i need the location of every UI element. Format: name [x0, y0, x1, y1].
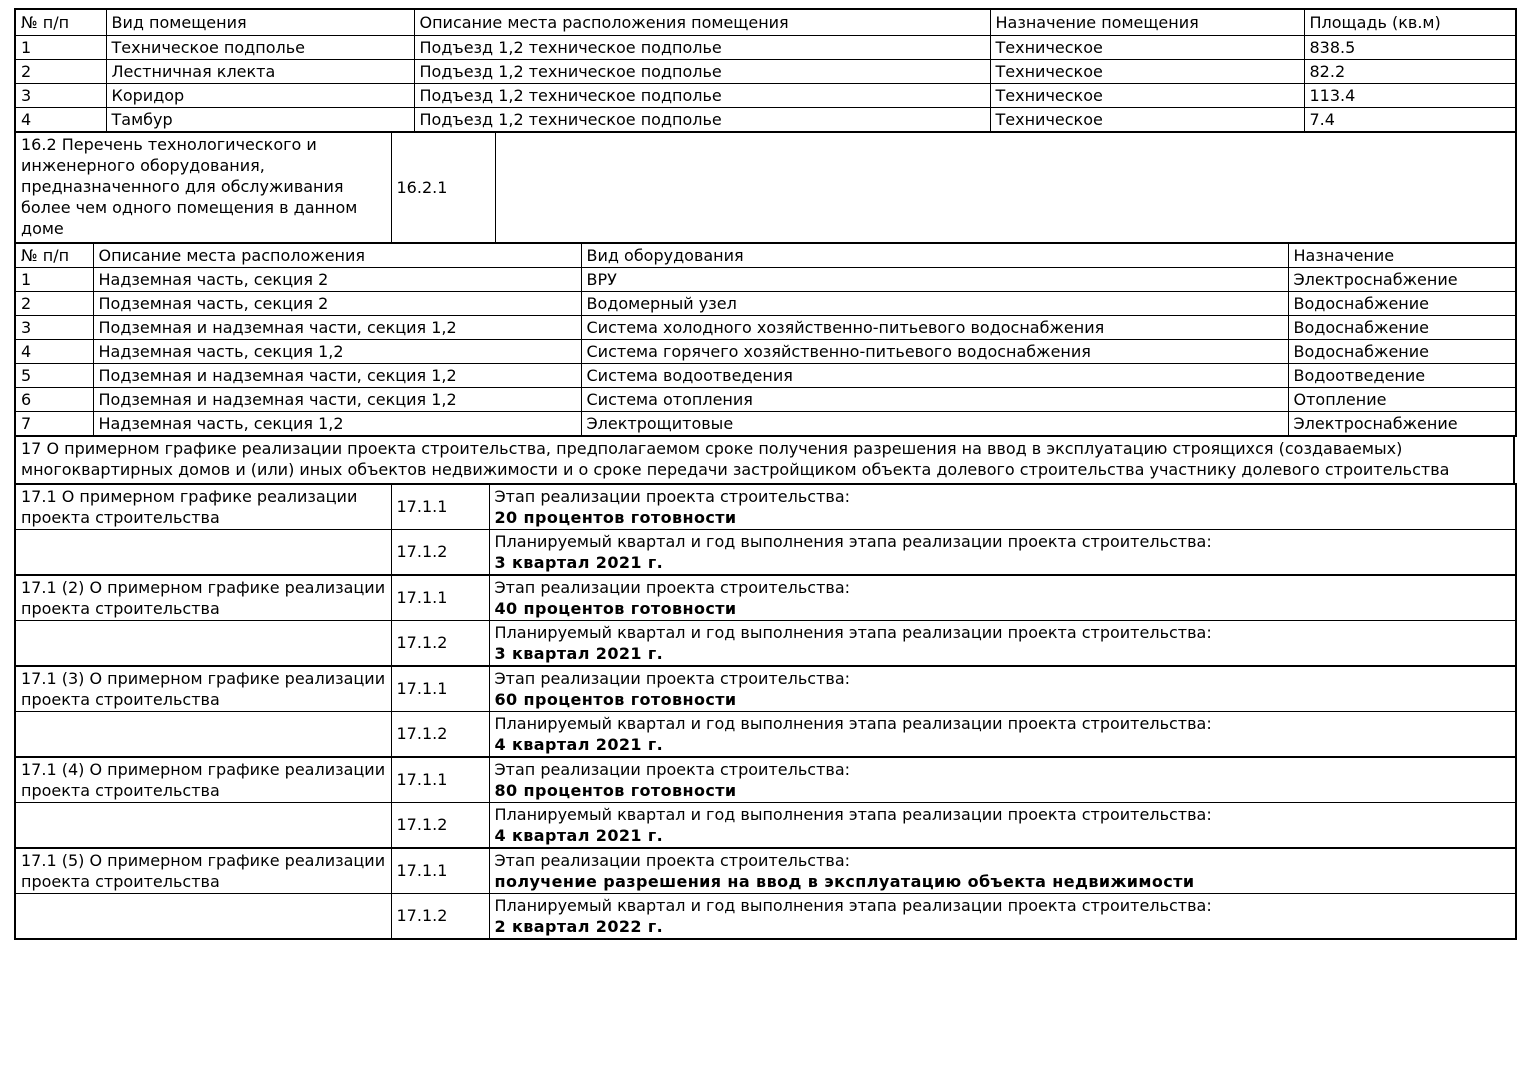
schedule-value: 4 квартал 2021 г. [494, 734, 664, 754]
premises-row [15, 107, 1516, 132]
premises-row [15, 35, 1516, 59]
schedule-block-label: 17.1 О примерном графике реализации проекта строительства [15, 484, 391, 530]
equipment-cell-num: 7 [15, 411, 93, 436]
schedule-block-label-empty [15, 711, 391, 757]
premises-cell-area: 7.4 [1304, 107, 1516, 132]
premises-cell-num: 3 [15, 83, 106, 107]
premises-cell-location: Подъезд 1,2 техническое подполье [414, 59, 990, 83]
equipment-cell-type: Система водоотведения [581, 363, 1288, 387]
schedule-row [15, 529, 1516, 575]
schedule-code-cell: 17.1.2 [391, 711, 489, 757]
premises-cell-num: 4 [15, 107, 106, 132]
equipment-cell-num: 3 [15, 315, 93, 339]
schedule-code-cell: 17.1.1 [391, 666, 489, 712]
premises-header-row [15, 9, 1516, 35]
schedule-caption: Этап реализации проекта строительства: [494, 668, 851, 688]
schedule-code-cell: 17.1.2 [391, 802, 489, 848]
schedule-block-17-1-5 [14, 847, 1517, 940]
section-16-2-row [15, 132, 1516, 243]
schedule-code-cell: 17.1.2 [391, 529, 489, 575]
equipment-cell-num: 2 [15, 291, 93, 315]
premises-cell-purpose: Техническое [990, 83, 1304, 107]
premises-cell-type: Коридор [106, 83, 414, 107]
schedule-caption: Планируемый квартал и год выполнения этапа реализации проекта строительства: [494, 895, 1212, 915]
premises-cell-num: 1 [15, 35, 106, 59]
schedule-caption: Этап реализации проекта строительства: [494, 850, 851, 870]
section-16-2-code: 16.2.1 [391, 132, 495, 243]
equipment-cell-purpose: Отопление [1288, 387, 1516, 411]
premises-cell-purpose: Техническое [990, 35, 1304, 59]
equipment-header-purpose: Назначение [1288, 243, 1516, 268]
schedule-block-label-empty [15, 893, 391, 939]
schedule-value: 3 квартал 2021 г. [494, 643, 664, 663]
schedule-code-cell: 17.1.1 [391, 848, 489, 894]
schedule-code-cell: 17.1.1 [391, 757, 489, 803]
schedule-value: получение разрешения на ввод в эксплуатацию объекта недвижимости [494, 871, 1195, 891]
schedule-caption: Этап реализации проекта строительства: [494, 577, 851, 597]
equipment-cell-location: Надземная часть, секция 2 [93, 267, 581, 291]
schedule-content-cell [489, 757, 1516, 803]
schedule-block-17-1 [14, 483, 1517, 576]
equipment-cell-location: Подземная и надземная части, секция 1,2 [93, 315, 581, 339]
equipment-cell-purpose: Водоотведение [1288, 363, 1516, 387]
schedule-row [15, 802, 1516, 848]
schedule-block-label-empty [15, 802, 391, 848]
equipment-cell-location: Подземная и надземная части, секция 1,2 [93, 363, 581, 387]
premises-row [15, 59, 1516, 83]
premises-cell-num: 2 [15, 59, 106, 83]
schedule-block-label: 17.1 (5) О примерном графике реализации проекта строительства [15, 848, 391, 894]
section-17-heading: 17 О примерном графике реализации проекта строительства, предполагаемом сроке получения разрешения на ввод в эксплуатацию строящихся (создаваемых) многоквартирных домов и (или) иных объектов недвижимости и о сроке передачи застройщиком объекта долевого строительства участнику долевого строительства [15, 436, 1514, 484]
equipment-cell-location: Подземная часть, секция 2 [93, 291, 581, 315]
schedule-row [15, 620, 1516, 666]
section-16-2-label: 16.2 Перечень технологического и инженерного оборудования, предназначенного для обслуживания более чем одного помещения в данном доме [15, 132, 391, 243]
schedule-code-cell: 17.1.1 [391, 575, 489, 621]
premises-cell-purpose: Техническое [990, 59, 1304, 83]
schedule-block-label-empty [15, 529, 391, 575]
equipment-cell-purpose: Водоснабжение [1288, 291, 1516, 315]
equipment-cell-location: Надземная часть, секция 1,2 [93, 339, 581, 363]
schedule-row [15, 711, 1516, 757]
premises-row [15, 83, 1516, 107]
schedule-content-cell [489, 848, 1516, 894]
schedule-block-17-1-3 [14, 665, 1517, 758]
schedule-code-cell: 17.1.2 [391, 893, 489, 939]
schedule-content-cell [489, 711, 1516, 757]
schedule-content-cell [489, 893, 1516, 939]
equipment-row [15, 291, 1516, 315]
equipment-row [15, 411, 1516, 436]
equipment-cell-type: ВРУ [581, 267, 1288, 291]
equipment-cell-num: 6 [15, 387, 93, 411]
schedule-code-cell: 17.1.1 [391, 484, 489, 530]
premises-cell-location: Подъезд 1,2 техническое подполье [414, 83, 990, 107]
equipment-header-row [15, 243, 1516, 268]
premises-header-type: Вид помещения [106, 9, 414, 35]
schedule-block-label: 17.1 (3) О примерном графике реализации проекта строительства [15, 666, 391, 712]
schedule-caption: Планируемый квартал и год выполнения этапа реализации проекта строительства: [494, 622, 1212, 642]
schedule-value: 60 процентов готовности [494, 689, 737, 709]
equipment-cell-location: Подземная и надземная части, секция 1,2 [93, 387, 581, 411]
schedule-caption: Планируемый квартал и год выполнения этапа реализации проекта строительства: [494, 531, 1212, 551]
schedule-content-cell [489, 484, 1516, 530]
section-17 [14, 435, 1515, 485]
equipment-cell-purpose: Водоснабжение [1288, 339, 1516, 363]
equipment-cell-type: Электрощитовые [581, 411, 1288, 436]
schedule-row [15, 848, 1516, 894]
schedule-code-cell: 17.1.2 [391, 620, 489, 666]
schedule-value: 4 квартал 2021 г. [494, 825, 664, 845]
premises-cell-purpose: Техническое [990, 107, 1304, 132]
premises-header-purpose: Назначение помещения [990, 9, 1304, 35]
schedule-block-label: 17.1 (4) О примерном графике реализации проекта строительства [15, 757, 391, 803]
premises-cell-area: 838.5 [1304, 35, 1516, 59]
premises-cell-location: Подъезд 1,2 техническое подполье [414, 107, 990, 132]
schedule-value: 20 процентов готовности [494, 507, 737, 527]
equipment-table [14, 242, 1517, 437]
equipment-row [15, 267, 1516, 291]
schedule-row [15, 575, 1516, 621]
premises-table [14, 8, 1517, 133]
equipment-header-location: Описание места расположения [93, 243, 581, 268]
premises-cell-type: Тамбур [106, 107, 414, 132]
equipment-cell-type: Система горячего хозяйственно-питьевого водоснабжения [581, 339, 1288, 363]
schedule-value: 40 процентов готовности [494, 598, 737, 618]
schedule-block-label: 17.1 (2) О примерном графике реализации проекта строительства [15, 575, 391, 621]
equipment-cell-num: 1 [15, 267, 93, 291]
schedule-caption: Этап реализации проекта строительства: [494, 486, 851, 506]
schedule-caption: Планируемый квартал и год выполнения этапа реализации проекта строительства: [494, 713, 1212, 733]
premises-cell-area: 113.4 [1304, 83, 1516, 107]
equipment-row [15, 315, 1516, 339]
schedule-value: 80 процентов готовности [494, 780, 737, 800]
equipment-header-type: Вид оборудования [581, 243, 1288, 268]
premises-header-num: № п/п [15, 9, 106, 35]
schedule-row [15, 484, 1516, 530]
project-declaration-document [14, 8, 1517, 940]
premises-cell-location: Подъезд 1,2 техническое подполье [414, 35, 990, 59]
equipment-cell-type: Система отопления [581, 387, 1288, 411]
schedule-content-cell [489, 620, 1516, 666]
schedule-content-cell [489, 666, 1516, 712]
schedule-caption: Планируемый квартал и год выполнения этапа реализации проекта строительства: [494, 804, 1212, 824]
premises-header-location: Описание места расположения помещения [414, 9, 990, 35]
equipment-header-num: № п/п [15, 243, 93, 268]
schedule-block-17-1-4 [14, 756, 1517, 849]
section-17-row [15, 436, 1514, 484]
section-16-2-value [495, 132, 1516, 243]
equipment-cell-location: Надземная часть, секция 1,2 [93, 411, 581, 436]
equipment-row [15, 387, 1516, 411]
premises-cell-area: 82.2 [1304, 59, 1516, 83]
equipment-cell-num: 5 [15, 363, 93, 387]
equipment-cell-purpose: Электроснабжение [1288, 411, 1516, 436]
equipment-row [15, 339, 1516, 363]
equipment-cell-purpose: Водоснабжение [1288, 315, 1516, 339]
equipment-cell-purpose: Электроснабжение [1288, 267, 1516, 291]
schedule-block-label-empty [15, 620, 391, 666]
schedule-value: 2 квартал 2022 г. [494, 916, 664, 936]
equipment-cell-type: Водомерный узел [581, 291, 1288, 315]
schedule-row [15, 893, 1516, 939]
equipment-cell-num: 4 [15, 339, 93, 363]
schedule-content-cell [489, 529, 1516, 575]
premises-cell-type: Техническое подполье [106, 35, 414, 59]
schedule-content-cell [489, 802, 1516, 848]
premises-cell-type: Лестничная клекта [106, 59, 414, 83]
equipment-row [15, 363, 1516, 387]
schedule-row [15, 666, 1516, 712]
schedule-row [15, 757, 1516, 803]
schedule-content-cell [489, 575, 1516, 621]
premises-header-area: Площадь (кв.м) [1304, 9, 1516, 35]
schedule-value: 3 квартал 2021 г. [494, 552, 664, 572]
schedule-caption: Этап реализации проекта строительства: [494, 759, 851, 779]
section-16-2 [14, 131, 1517, 244]
schedule-block-17-1-2 [14, 574, 1517, 667]
equipment-cell-type: Система холодного хозяйственно-питьевого водоснабжения [581, 315, 1288, 339]
